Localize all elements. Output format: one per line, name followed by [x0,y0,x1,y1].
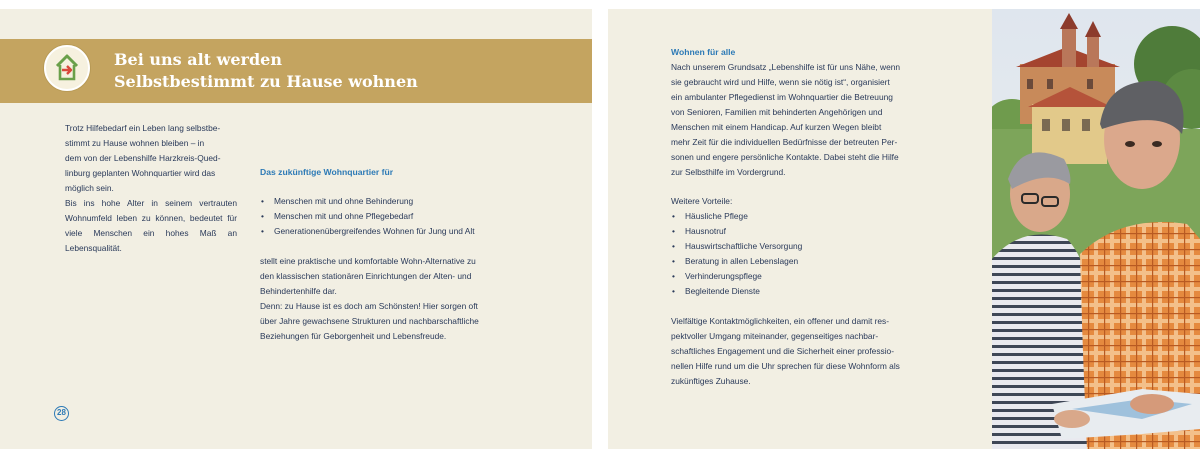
text-line: pektvoller Umgang miteinander, gegenseitiges nachbar- [671,331,879,341]
intro-paragraph-2: Bis ins hohe Alter in seinem vertrauten Wohnumfeld leben zu können, bedeutet für viele Menschen ein hohes Maß an Lebensqualität. [65,198,237,253]
text-line: sie gebraucht wird und Hilfe, wenn sie nötig ist“, organisiert [671,77,890,87]
page-number: 28 [54,406,69,421]
intro-line: möglich sein. [65,183,114,193]
text-line: zukünftiges Zuhause. [671,376,751,386]
living-paragraph [671,60,929,180]
photo-two-men-with-map [992,9,1200,449]
closing-paragraph [671,314,929,389]
text-line: mehr Zeit für die individuellen Bedürfnisse der betreuten Per- [671,137,898,147]
text-line: Beziehungen für Geborgenheit und Lebensfreude. [260,331,447,341]
text-line: zur Selbsthilfe im Vordergrund. [671,167,786,177]
title-line-2: Selbstbestimmt zu Hause wohnen [114,72,418,91]
living-heading: Wohnen für alle [671,47,736,57]
list-item: • Beratung in allen Lebenslagen [671,254,929,269]
alternative-paragraph [260,254,530,299]
advantages-list [671,209,929,299]
text-line: Denn: zu Hause ist es doch am Schönsten! Hier sorgen oft [260,301,478,311]
text-line: sonen und engere persönliche Kontakte. Dabei steht die Hilfe [671,152,899,162]
list-item: • Menschen mit und ohne Behinderung [260,194,530,209]
intro-line: dem von der Lebenshilfe Harzkreis-Qued- [65,153,221,163]
title-line-1: Bei uns alt werden [114,50,282,69]
text-line: schaftliches Engagement und die Sicherheit einer professio- [671,346,894,356]
home-paragraph [260,299,530,344]
list-item: • Menschen mit und ohne Pflegebedarf [260,209,530,224]
text-line: von Senioren, Familien mit behinderten Angehörigen und [671,107,883,117]
title-banner [0,39,592,103]
intro-line: linburg geplanten Wohnquartier wird das [65,168,216,178]
list-item: • Hauswirtschaftliche Versorgung [671,239,929,254]
page-title [114,49,418,93]
house-arrow-icon [44,45,90,91]
right-page [608,9,1200,449]
left-page [0,9,592,449]
list-item: • Hausnotruf [671,224,929,239]
text-line: Menschen mit einem Handicap. Auf kurzen Wegen bleibt [671,122,882,132]
intro-line: Trotz Hilfebedarf ein Leben lang selbstbe- [65,123,221,133]
list-item: • Begleitende Dienste [671,284,929,299]
text-line: stellt eine praktische und komfortable Wohn-Alternative zu [260,256,476,266]
text-line: ein ambulanter Pflegedienst im Wohnquartier die Betreuung [671,92,893,102]
text-line: nellen Hilfe rund um die Uhr sprechen für diese Wohnform als [671,361,900,371]
intro-text [65,121,237,256]
text-line: den klassischen stationären Einrichtungen der Alten- und [260,271,472,281]
list-item: • Verhinderungspflege [671,269,929,284]
intro-line: stimmt zu Hause wohnen bleiben – in [65,138,205,148]
quarter-heading: Das zukünftige Wohnquartier für [260,167,394,177]
text-line: über Jahre gewachsene Strukturen und nachbarschaftliche [260,316,479,326]
text-line: Nach unserem Grundsatz „Lebenshilfe ist für uns Nähe, wenn [671,62,901,72]
text-line: Behindertenhilfe dar. [260,286,337,296]
list-item: • Häusliche Pflege [671,209,929,224]
list-item: • Generationenübergreifendes Wohnen für Jung und Alt [260,224,530,239]
quarter-bullet-list [260,194,530,239]
advantages-label: Weitere Vorteile: [671,196,733,206]
text-line: Vielfältige Kontaktmöglichkeiten, ein offener und damit res- [671,316,890,326]
